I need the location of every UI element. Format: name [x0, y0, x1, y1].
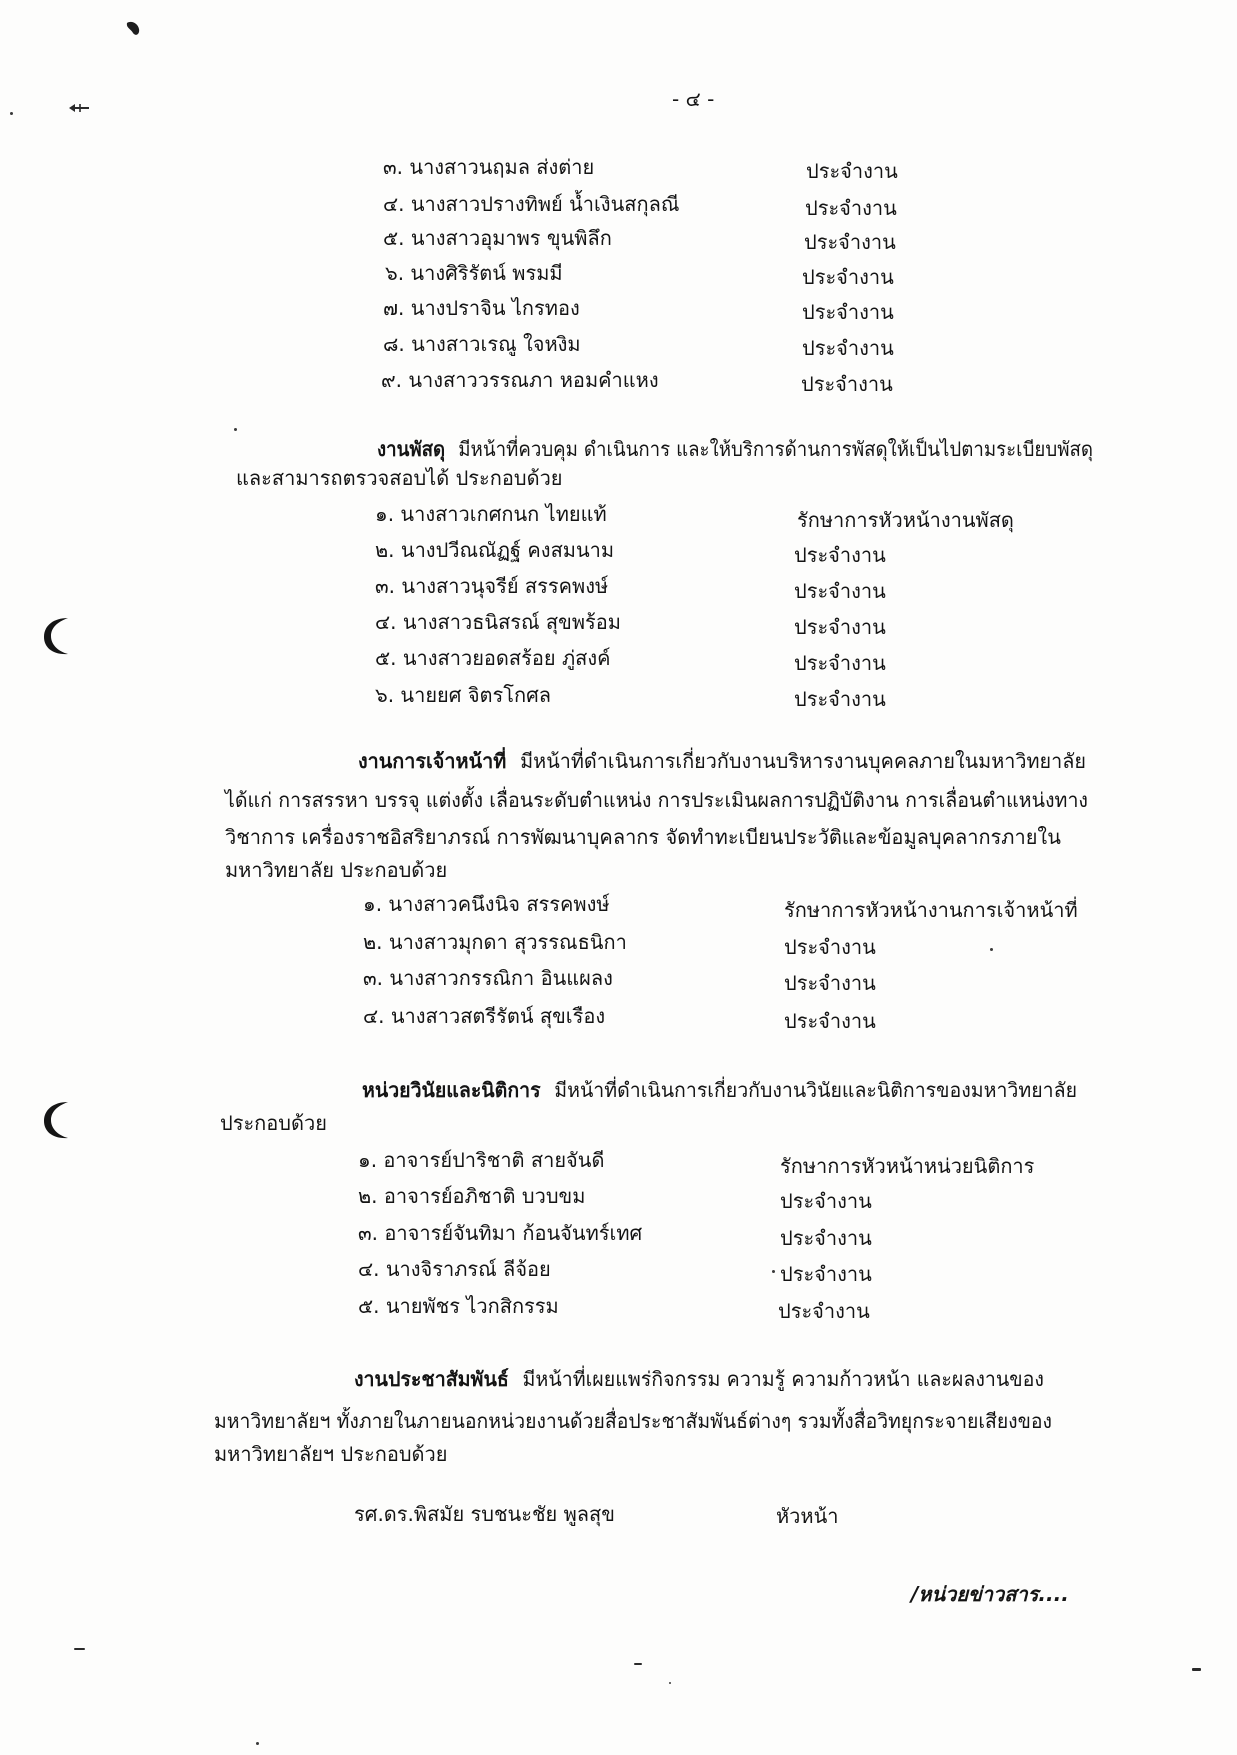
member-name	[383, 189, 679, 219]
member-role: ประจำงาน	[780, 1189, 872, 1213]
member-name	[358, 1291, 559, 1321]
item-number: ๙.	[381, 368, 403, 392]
item-number: ๓.	[358, 1221, 379, 1245]
section-description-line	[354, 1364, 1044, 1394]
member-row	[0, 1181, 1237, 1215]
member-role: ประจำงาน	[778, 1299, 870, 1323]
member-name-text: นางสาวยอดสร้อย ภู่สงค์	[402, 646, 611, 670]
punch-hole-shadow	[43, 1100, 71, 1140]
member-name-text: นางสาวคนึงนิจ สรรคพงษ์	[388, 892, 610, 916]
page-number: - ๔ -	[672, 87, 715, 111]
member-name	[383, 223, 612, 253]
section-description-line: มหาวิทยาลัย ประกอบด้วย	[225, 858, 448, 882]
member-name-text: อาจารย์จันทิมา ก้อนจันทร์เทศ	[384, 1221, 643, 1245]
member-name-text: นางสาวนุจรีย์ สรรคพงษ์	[401, 574, 609, 598]
item-number: ๒.	[363, 930, 383, 954]
member-name	[358, 1254, 551, 1284]
member-row	[0, 680, 1237, 714]
item-number: ๒.	[375, 538, 395, 562]
scan-speck	[234, 428, 237, 431]
section-description-line: ได้แก่ การสรรหา บรรจุ แต่งตั้ง เลื่อนระดับตำแหน่ง การประเมินผลการปฏิบัติงาน การเลื่อนตำแหน่งทาง	[225, 788, 1088, 812]
member-name-text: นางสาวสตรีรัตน์ สุขเรือง	[390, 1004, 606, 1028]
item-number: ๔.	[363, 1004, 385, 1028]
member-name-text: นางปราจิน ไกรทอง	[410, 296, 580, 320]
item-number: ๖.	[385, 261, 405, 285]
member-name-text: นางจิราภรณ์ ลีจ้อย	[385, 1257, 551, 1281]
member-name-text: นางสาววรรณภา หอมคำแหง	[408, 368, 659, 392]
section-heading: หน่วยวินัยและนิติการ	[362, 1078, 541, 1102]
member-role: ประจำงาน	[802, 336, 894, 360]
item-number: ๔.	[358, 1257, 380, 1281]
scan-speck	[10, 112, 13, 115]
member-name	[358, 1181, 585, 1211]
member-name-text: รศ.ดร.พิสมัย รบชนะชัย พูลสุข	[354, 1502, 615, 1526]
member-role: ประจำงาน	[806, 159, 898, 183]
member-row	[0, 927, 1237, 961]
section-description-text: มีหน้าที่ควบคุม ดำเนินการ และให้บริการด้านการพัสดุให้เป็นไปตามระเบียบพัสดุ	[458, 437, 1093, 461]
section-heading: งานการเจ้าหน้าที่	[358, 749, 507, 773]
member-role: ประจำงาน	[794, 579, 886, 603]
section-description-line: วิชาการ เครื่องราชอิสริยาภรณ์ การพัฒนาบุคลากร จัดทำทะเบียนประวัติและข้อมูลบุคลากรภายใน	[225, 825, 1061, 849]
member-name	[363, 889, 610, 919]
member-name-text: นางสาวกรรณิกา อินแผลง	[389, 966, 613, 990]
item-number: ๓.	[383, 155, 404, 179]
item-number: ๓.	[375, 574, 396, 598]
member-row	[0, 643, 1237, 677]
section-description-text: มีหน้าที่เผยแพร่กิจกรรม ความรู้ ความก้าวหน้า และผลงานของ	[522, 1367, 1044, 1391]
item-number: ๕.	[375, 646, 397, 670]
member-row	[0, 1499, 1237, 1533]
member-name	[363, 927, 627, 957]
member-row	[0, 189, 1237, 223]
member-row	[0, 258, 1237, 292]
member-row	[0, 152, 1237, 186]
section-description-line: ประกอบด้วย	[220, 1111, 327, 1135]
member-name-text: นางสาวเรณู ใจหงิม	[411, 332, 581, 356]
member-row	[0, 889, 1237, 923]
section-description-line: มหาวิทยาลัยฯ ทั้งภายในภายนอกหน่วยงานด้วยสื่อประชาสัมพันธ์ต่างๆ รวมทั้งสื่อวิทยุกระจายเสียงของ	[214, 1409, 1052, 1433]
item-number: ๑.	[363, 892, 383, 916]
member-name-text: นางสาวอุมาพร ขุนพิลึก	[410, 226, 612, 250]
member-role: ประจำงาน	[794, 543, 886, 567]
section-description-text: มีหน้าที่ดำเนินการเกี่ยวกับงานวินัยและนิติการของมหาวิทยาลัย	[554, 1078, 1077, 1102]
member-row	[0, 499, 1237, 533]
member-row	[0, 329, 1237, 363]
member-name	[375, 680, 551, 710]
member-role: รักษาการหัวหน้าหน่วยนิติการ	[780, 1154, 1035, 1178]
member-role: ประจำงาน	[794, 687, 886, 711]
member-name-text: นางสาวเกศกนก ไทยแท้	[400, 502, 607, 526]
member-role: ประจำงาน	[784, 1009, 876, 1033]
member-row	[0, 1145, 1237, 1179]
member-name	[375, 607, 621, 637]
member-row	[0, 535, 1237, 569]
member-role: ประจำงาน	[784, 971, 876, 995]
member-role: รักษาการหัวหน้างานพัสดุ	[797, 508, 1014, 532]
member-role: ประจำงาน	[784, 935, 876, 959]
item-number: ๑.	[375, 502, 395, 526]
section-heading: งานพัสดุ	[377, 437, 446, 461]
member-role: ประจำงาน	[794, 615, 886, 639]
section-description-line: มหาวิทยาลัยฯ ประกอบด้วย	[214, 1442, 448, 1466]
scan-speck	[669, 1682, 671, 1684]
member-role: ประจำงาน	[801, 372, 893, 396]
member-role: ประจำงาน	[794, 651, 886, 675]
member-name-text: นางสาวนฤมล ส่งต่าย	[409, 155, 595, 179]
item-number: ๕.	[358, 1294, 380, 1318]
member-row	[0, 293, 1237, 327]
member-name	[383, 152, 594, 182]
member-row	[0, 571, 1237, 605]
member-name	[358, 1218, 642, 1248]
member-name-text: นางสาวปรางทิพย์ น้ำเงินสกุลณี	[410, 192, 680, 216]
member-name	[358, 1145, 604, 1175]
member-row	[0, 963, 1237, 997]
section-description-line	[362, 1075, 1077, 1105]
member-name	[383, 293, 580, 323]
scan-speck	[74, 1648, 85, 1650]
member-role: ประจำงาน	[780, 1262, 872, 1286]
section-heading: งานประชาสัมพันธ์	[354, 1367, 509, 1391]
member-name	[385, 258, 563, 288]
section-description-text: มีหน้าที่ดำเนินการเกี่ยวกับงานบริหารงานบุคคลภายในมหาวิทยาลัย	[520, 749, 1086, 773]
member-name	[363, 963, 613, 993]
member-row	[0, 1254, 1237, 1288]
member-name	[383, 329, 581, 359]
member-name-text: อาจารย์ปาริชาติ สายจันดี	[383, 1148, 605, 1172]
section-description-line	[377, 434, 1093, 464]
item-number: ๔.	[375, 610, 397, 634]
member-row	[0, 1001, 1237, 1035]
section-description-line	[358, 746, 1086, 776]
member-row	[0, 607, 1237, 641]
item-number: ๔.	[383, 192, 405, 216]
item-number: ๖.	[375, 683, 395, 707]
member-role: ประจำงาน	[780, 1226, 872, 1250]
member-role: หัวหน้า	[776, 1504, 839, 1528]
section-description-line: และสามารถตรวจสอบได้ ประกอบด้วย	[236, 466, 563, 490]
member-name-text: นางปวีณณัฏฐ์ คงสมนาม	[400, 538, 615, 562]
scan-speck	[634, 1663, 642, 1665]
item-number: ๓.	[363, 966, 384, 990]
member-name	[375, 571, 608, 601]
scan-speck	[125, 20, 141, 38]
member-role: ประจำงาน	[802, 265, 894, 289]
member-role: รักษาการหัวหน้างานการเจ้าหน้าที่	[784, 898, 1078, 922]
member-name-text: นายพัชร ไวกสิกรรม	[385, 1294, 559, 1318]
member-name-text: อาจารย์อภิชาติ บวบขม	[383, 1184, 586, 1208]
scan-speck	[1192, 1668, 1201, 1671]
member-name	[375, 643, 611, 673]
member-name	[354, 1499, 615, 1529]
item-number: ๘.	[383, 332, 405, 356]
member-name-text: นางสาวมุกดา สุวรรณธนิกา	[388, 930, 627, 954]
continuation-marker: /หน่วยข่าวสาร....	[911, 1582, 1069, 1606]
item-number: ๗.	[383, 296, 405, 320]
member-name	[363, 1001, 605, 1031]
member-row	[0, 223, 1237, 257]
item-number: ๒.	[358, 1184, 378, 1208]
member-row	[0, 365, 1237, 399]
member-row	[0, 1218, 1237, 1252]
member-role: ประจำงาน	[804, 230, 896, 254]
member-name-text: นางศิริรัตน์ พรมมี	[410, 261, 563, 285]
member-role: ประจำงาน	[802, 300, 894, 324]
member-name-text: นายยศ จิตรโกศล	[400, 683, 552, 707]
item-number: ๕.	[383, 226, 405, 250]
member-name	[375, 535, 614, 565]
member-name-text: นางสาวธนิสรณ์ สุขพร้อม	[402, 610, 621, 634]
member-name	[375, 499, 607, 529]
member-role: ประจำงาน	[805, 196, 897, 220]
member-row	[0, 1291, 1237, 1325]
item-number: ๑.	[358, 1148, 378, 1172]
member-name	[381, 365, 659, 395]
scan-arrow-mark	[68, 102, 92, 114]
scan-speck	[256, 1742, 259, 1745]
